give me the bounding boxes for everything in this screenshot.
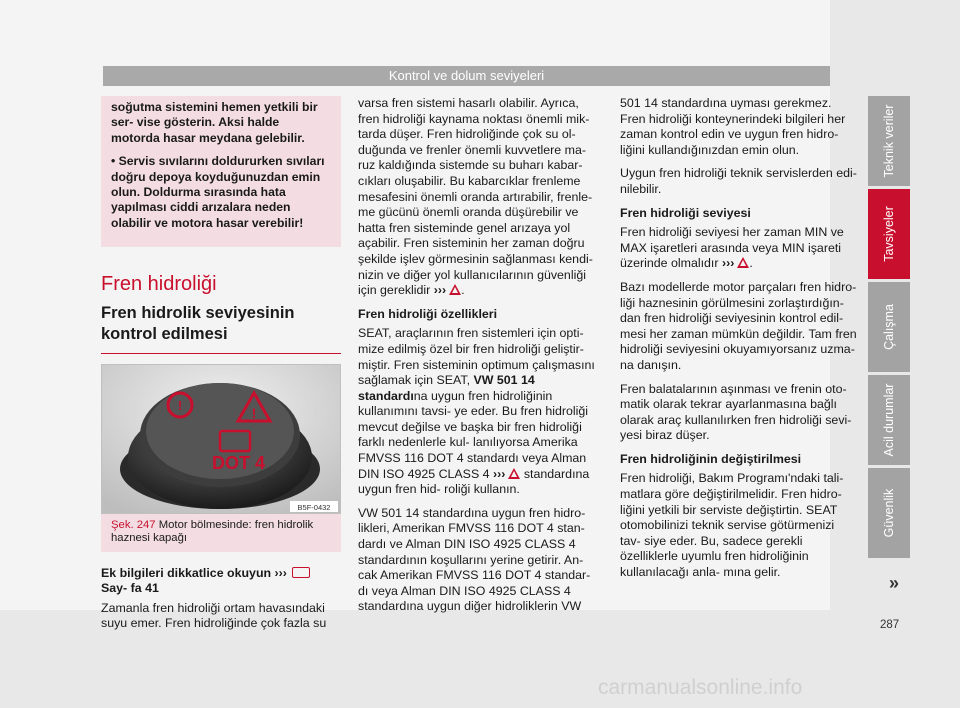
tab-label: Acil durumlar [882, 383, 896, 457]
page-number: 287 [880, 619, 900, 631]
watermark: carmanualsonline.info [598, 676, 803, 699]
tab-acil-durumlar[interactable] [868, 375, 910, 465]
reference-arrow[interactable]: ››› [721, 256, 735, 271]
paragraph: Fren balatalarının aşınması ve frenin oto- matik olarak tekrar ayarlanmasına bağlı olarak araç kullanılırken fren hidroliği sevi- yesi biraz düşer. [620, 381, 852, 443]
tab-guvenlik[interactable] [868, 468, 910, 558]
heading: Fren hidroliği özellikleri [358, 306, 498, 321]
brake-fluid-cap-illustration [102, 365, 340, 513]
note-prefix: Ek bilgileri dikkatlice okuyun [101, 565, 272, 580]
warning-triangle-icon [737, 257, 749, 268]
figure-caption-label: Şek. 247 [111, 518, 156, 531]
figure-code: B5F-0432 [297, 502, 331, 512]
column-1 [101, 96, 341, 640]
paragraph: VW 501 14 standardına uygun fren hidro- likleri, Amerikan FMVSS 116 DOT 4 stan- dardı ve Alman DIN ISO 4925 CLASS 4 standardının koşullarını yerine getirir. An- cak Amerikan FMVSS 116 DOT 4 standar- dı veya Alman DIN ISO 4925 CLASS 4 standardına uygun diğer hidroliklerin VW [358, 505, 591, 614]
heading: Fren hidroliğinin değiştirilmesi [620, 451, 802, 466]
paragraph: 501 14 standardına uyması gerekmez. Fren hidroliği konteynerindeki bilgileri her zaman kontrol edin ve uygun fren hidro- liğini kullandığınızdan emin olun. [620, 96, 846, 157]
paragraph-text: na uygun fren hidroliğinin kullanımını tavsi- ye eder. Bu fren hidroliği mevcut değilse ve başka bir fren hidroliği farklı nedenlerle kul- lanılıyorsa Amerika FMVSS 116 DOT 4 standardı veya Alman DIN ISO 4925 CLASS 4 [358, 388, 589, 481]
paragraph-text: varsa fren sistemi hasarlı olabilir. Ayrıca, fren hidroliği kaynama noktası önemli mik- tarda düşer. Fren hidroliğinde çok su ol- duğunda ve frenler önemli kuvvetlere ma- ruz kaldığında sistemde su buharı kabar- cıkları oluşabilir. Bu kabarcıklar frenleme mesafesini önemli oranda artırabilir, frenle- me gücünü önemli oranda düşürebilir ve hatta fren sisteminde genel arızaya yol açabilir. Fren sisteminin her zaman doğru şekilde işlev görmesinin sağlanması kendi- nizin ve diğer yol kullanıcılarının güvenliği için gereklidir [358, 96, 593, 298]
reference-arrow[interactable]: ››› [493, 466, 506, 481]
figure-image [101, 364, 341, 514]
tab-label: Güvenlik [882, 488, 896, 538]
figure-caption [101, 514, 341, 552]
paragraph: Bazı modellerde motor parçaları fren hidro- liği haznesinin görülmesini zorlaştırdığın- dan fren hidroliği seviyesinin kontrol edil- mesi her zaman mümkün değildir. Tam fren hidroliği seviyesini okuyamıyorsanız uzma- na danışın. [620, 279, 857, 372]
paragraph: Fren hidroliği, Bakım Programı'ndaki tali- matlara göre değiştirilmelidir. Fren hidro- liğini yetkili bir serviste değiştirtin. SEAT otomobilinizi teknik servise götürmenizi tav- siye eder. Bu, sadece gerekli özelliklerle uyumlu fren hidroliğinin kullanılacağı anla- mına gelir. [620, 471, 844, 580]
warning-text-2: • Servis sıvılarını doldururken sıvıları doğru depoya koyduğunuzdan emin olun. Doldurma sırasında hata yapılması ciddi arızalara neden olabilir ve motora hasar verebilir! [111, 154, 325, 230]
paragraph-text: Fren hidroliği seviyesi her zaman MIN ve MAX işaretleri arasında veya MIN işareti üzerinde olmalıdır [620, 225, 844, 271]
svg-text:!: ! [177, 397, 183, 413]
paragraph-bold: VW 501 14 standardı [358, 373, 535, 403]
column-3 [620, 96, 858, 589]
tab-label: Tavsiyeler [882, 206, 896, 262]
tab-label: Teknik veriler [882, 104, 896, 178]
page-header: Kontrol ve dolum seviyeleri [103, 66, 830, 86]
section-title: Fren hidroliği [101, 273, 217, 296]
tab-teknik-veriler[interactable] [868, 96, 910, 186]
note-arrow[interactable]: ››› [274, 565, 287, 580]
note-page-link[interactable]: Say- fa 41 [101, 581, 159, 596]
warning-triangle-icon [449, 284, 461, 295]
note-line [101, 566, 341, 597]
paragraph: varsa fren sistemi hasarlı olabilir. Ayrıca, fren hidroliği kaynama noktası önemli mik- tarda düşer. Fren hidroliğinde çok su ol- duğunda ve frenler önemli kuvvetlere ma- ruz kaldığında sistemde su buharı kabar- cıkları oluşabilir. Bu kabarcıklar frenleme mesafesini önemli oranda artırabilir, frenle- me gücünü önemli oranda düşürebilir ve hatta fren sisteminde genel arızaya yol açabilir. Fren sisteminin her zaman doğru şekilde işlev görmesinin sağlanması kendi- nizin ve diğer yol kullanıcılarının güvenliği için gereklidir ››› . [358, 96, 593, 298]
continue-arrow-icon[interactable]: » [889, 573, 900, 593]
figure [101, 364, 341, 552]
paragraph: Zamanla fren hidroliği ortam havasındaki suyu emer. Fren hidroliğinde çok fazla su [101, 600, 327, 631]
sub-title: Fren hidrolik seviyesinin kontrol edilmesi [101, 303, 341, 354]
warning-text-1: soğutma sistemini hemen yetkili bir ser- vise gösterin. Aksi halde motorda hasar meydana gelebilir. [111, 100, 318, 145]
paragraph: Fren hidroliği seviyesi her zaman MIN ve MAX işaretleri arasında veya MIN işareti üzerinde olmalıdır ››› . [620, 225, 844, 271]
cap-label: DOT 4 [212, 452, 266, 473]
heading: Fren hidroliği seviyesi [620, 205, 751, 220]
figure-caption-text: Motor bölmesinde: fren hidrolik haznesi kapağı [111, 518, 314, 545]
tab-tavsiyeler[interactable] [868, 189, 910, 279]
tab-calisma[interactable] [868, 282, 910, 372]
reference-arrow[interactable]: ››› [433, 283, 447, 298]
warning-box [101, 96, 341, 247]
column-2 [358, 96, 602, 623]
side-tabs [868, 96, 910, 561]
paragraph-text: SEAT, araçlarının fren sistemleri için opti- mize edilmiş özel bir fren hidroliği geliştir- miştir. Fren sisteminin optimum çalışmasını sağlamak için SEAT, [358, 326, 595, 388]
tab-label: Çalışma [882, 304, 896, 350]
book-icon [292, 567, 310, 578]
warning-triangle-icon [508, 468, 520, 479]
paragraph [358, 326, 602, 498]
svg-text:!: ! [251, 404, 257, 421]
paragraph: Uygun fren hidroliği teknik servislerden edi- nilebilir. [620, 166, 857, 196]
paragraph-text: standardına uygun fren hid- roliği kullanın. [358, 466, 590, 497]
